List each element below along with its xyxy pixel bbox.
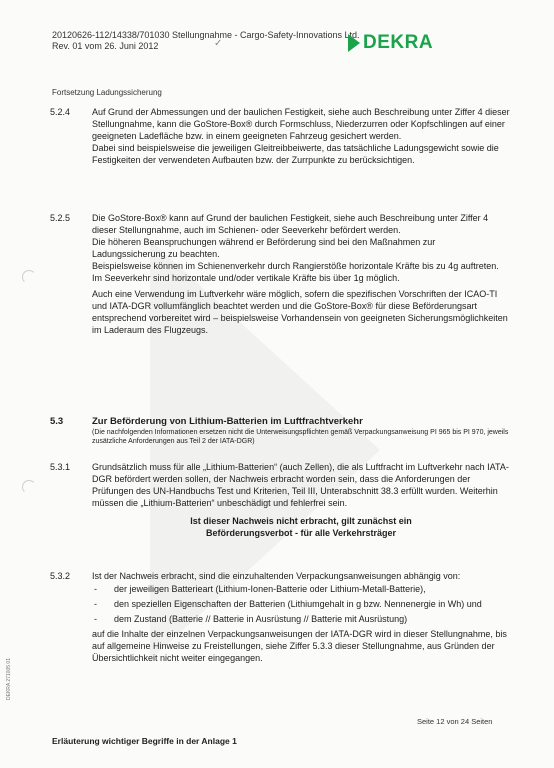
list-item: - den speziellen Eigenschaften der Batterien (Lithiumgehalt in g bzw. Nennenergie in Wh) und — [94, 599, 482, 609]
section-number: 5.2.5 — [50, 213, 71, 223]
continuation-label: Fortsetzung Ladungssicherung — [52, 88, 162, 97]
section-5-3 — [50, 416, 510, 446]
section-number: 5.3.1 — [50, 462, 71, 472]
list-item: - der jeweiligen Batterieart (Lithium-Ionen-Batterie oder Lithium-Metall-Batterie), — [94, 584, 426, 594]
header-reference: 20120626-112/14338/701030 Stellungnahme - Cargo-Safety-Innovations Ltd. — [52, 30, 360, 40]
section-number: 5.2.4 — [50, 107, 71, 117]
paragraph: Die GoStore-Box® kann auf Grund der baulichen Festigkeit, siehe auch Beschreibung unter Ziffer 4 dieser Stellungnahme, auch im Schienen- oder Seeverkehr befördert werden. — [92, 213, 489, 235]
paragraph: auf die Inhalte der einzelnen Verpackungsanweisungen der IATA-DGR wird in dieser Stellungnahme, bis auf allgemeine Hinweise zu Freistellungen, siehe Ziffer 5.3.3 dieser Stellungnahme, aus Gründen der Übersichtlichkeit nicht weiter eingegangen. — [92, 629, 507, 663]
dependency-list — [92, 583, 510, 625]
check-mark-icon: ✓ — [214, 38, 223, 49]
footer-note: Erläuterung wichtiger Begriffe in der Anlage 1 — [52, 736, 237, 746]
paragraph: Grundsätzlich muss für alle „Lithium-Batterien“ (auch Zellen), die als Luftfracht im Luftverkehr nach IATA-DGR befördert werden sollen, der Nachweis erbracht worden sein, dass die Anforderungen der Prüfungen des UN-Handbuchs Test und Kriterien, Teil III, Unterabschnitt 38.3 erfüllt wurden. Weiterhin müssen die „Lithium-Batterien“ unbeschädigt und fehlerfrei sein. — [92, 462, 509, 508]
section-number: 5.3 — [50, 416, 64, 427]
side-code: DEKRA 271005 01 — [6, 658, 12, 700]
warning-line: Ist dieser Nachweis nicht erbracht, gilt zunächst ein — [190, 516, 412, 526]
list-item-text: den speziellen Eigenschaften der Batterien (Lithiumgehalt in g bzw. Nennenergie in Wh) und — [114, 599, 482, 609]
punch-hole-mark — [22, 480, 36, 494]
dekra-chevron-icon — [348, 34, 360, 52]
paragraph: Beispielsweise können im Schienenverkehr durch Rangierstöße horizontale Kräfte bis zu 4g auftreten. Im Seeverkehr sind horizontale und/oder vertikale Kräfte bis über 1g möglich. — [92, 261, 499, 283]
dekra-logo — [348, 32, 433, 54]
punch-hole-mark — [22, 270, 36, 284]
section-note: (Die nachfolgenden Informationen ersetzen nicht die Unterweisungspflichten gemäß Verpackungsanweisung PI 965 bis PI 970, jeweils zusätzliche Anforderungen aus Teil 2 der IATA-DGR) — [92, 429, 509, 445]
page-number: Seite 12 von 24 Seiten — [417, 717, 493, 726]
paragraph: Auf Grund der Abmessungen und der baulichen Festigkeit, siehe auch Beschreibung unter Ziffer 4 dieser Stellungnahme, kann die GoStore-Box® durch Formschluss, Niederzurren oder Kopfschlingen auf einer geeigneten Ladefläche bzw. in einem geeigneten Fahrzeug gesichert werden. — [92, 107, 510, 141]
paragraph: Ist der Nachweis erbracht, sind die einzuhaltenden Verpackungsanweisungen abhängig von: — [92, 571, 461, 581]
list-item: - dem Zustand (Batterie // Batterie in Ausrüstung // Batterie mit Ausrüstung) — [94, 614, 408, 624]
warning-statement — [92, 515, 510, 539]
section-5-2-5 — [50, 212, 510, 336]
header-revision: Rev. 01 vom 26. Juni 2012 — [52, 41, 159, 51]
list-item-text: der jeweiligen Batterieart (Lithium-Ionen-Batterie oder Lithium-Metall-Batterie), — [114, 584, 426, 594]
paragraph: Die höheren Beanspruchungen während er Beförderung sind bei den Maßnahmen zur Ladungssicherung zu beachten. — [92, 237, 436, 259]
section-5-3-2 — [50, 570, 510, 664]
paragraph: Dabei sind beispielsweise die jeweiligen Gleitreibbeiwerte, das tatsächliche Ladungsgewicht sowie die Festigkeiten der verwendeten Aufbauten bzw. der Zurrpunkte zu berücksichtigen. — [92, 143, 499, 165]
document-header — [52, 30, 360, 52]
section-5-2-4 — [50, 106, 510, 166]
section-title: Zur Beförderung von Lithium-Batterien im Luftfrachtverkehr — [92, 416, 363, 427]
section-5-3-1 — [50, 461, 510, 545]
dekra-logo-text: DEKRA — [363, 32, 434, 53]
section-number: 5.3.2 — [50, 571, 71, 581]
warning-line: Beförderungsverbot - für alle Verkehrsträger — [205, 528, 397, 538]
paragraph: Auch eine Verwendung im Luftverkehr wäre möglich, sofern die spezifischen Vorschriften der ICAO-TI und IATA-DGR vollumfänglich beachtet werden und die GoStore-Box® für diese Beförderungsart entsprechend vorbereitet wird – beispielsweise Vorhandensein von geeigneten Sicherungsmöglichkeiten im Laderaum des Flugzeugs. — [92, 289, 508, 335]
list-item-text: dem Zustand (Batterie // Batterie in Ausrüstung // Batterie mit Ausrüstung) — [114, 614, 408, 624]
